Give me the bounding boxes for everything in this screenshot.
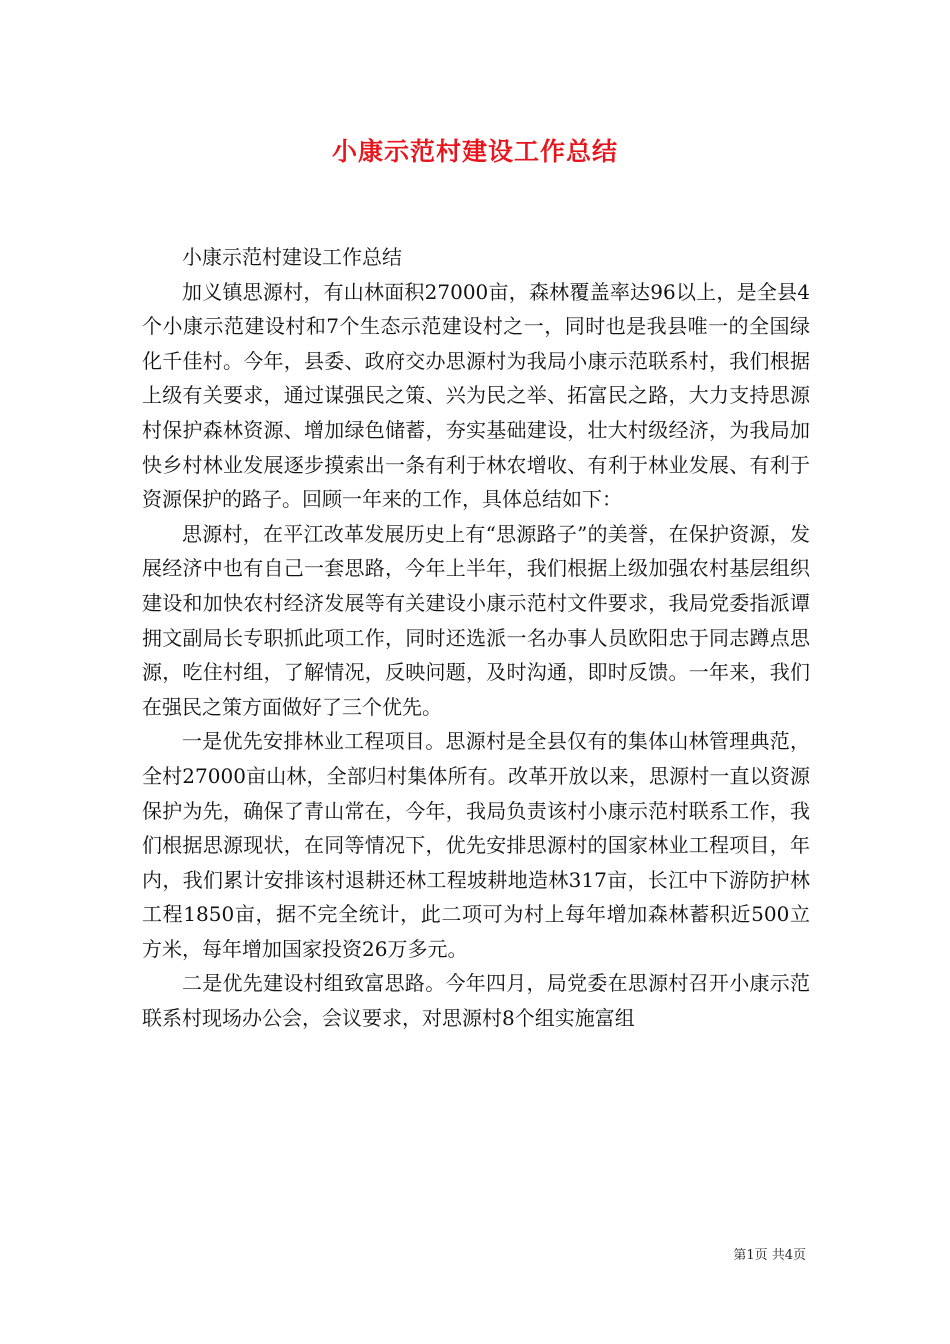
page-number-footer: 第1页 共4页 xyxy=(733,1248,806,1263)
paragraph-4: 二是优先建设村组致富思路。今年四月，局党委在思源村召开小康示范联系村现场办公会，会议要求，对思源村8个组实施富组 xyxy=(142,971,810,1031)
document-body xyxy=(142,240,810,1036)
document-title: 小康示范村建设工作总结 xyxy=(331,137,618,166)
document-subtitle: 小康示范村建设工作总结 xyxy=(182,245,402,269)
paragraph-1: 加义镇思源村，有山林面积27000亩，森林覆盖率达96以上，是全县4个小康示范建设村和7个生态示范建设村之一，同时也是我县唯一的全国绿化千佳村。今年，县委、政府交办思源村为我局小康示范联系村，我们根据上级有关要求，通过谋强民之策、兴为民之举、拓富民之路，大力支持思源村保护森林资源、增加绿色储蓄，夯实基础建设，壮大村级经济，为我局加快乡村林业发展逐步摸索出一条有利于林农增收、有利于林业发展、有利于资源保护的路子。回顾一年来的工作，具体总结如下： xyxy=(142,279,810,512)
paragraph-3: 一是优先安排林业工程项目。思源村是全县仅有的集体山林管理典范，全村27000亩山林，全部归村集体所有。改革开放以来，思源村一直以资源保护为先，确保了青山常在，今年，我局负责该村小康示范村联系工作，我们根据思源现状，在同等情况下，优先安排思源村的国家林业工程项目，年内，我们累计安排该村退耕还林工程坡耕地造林317亩，长江中下游防护林工程1850亩，据不完全统计，此二项可为村上每年增加森林蓄积近500立方米，每年增加国家投资26万多元。 xyxy=(142,729,810,961)
paragraph-2: 思源村，在平江改革发展历史上有“思源路子”的美誉，在保护资源，发展经济中也有自己一套思路，今年上半年，我们根据上级加强农村基层组织建设和加快农村经济发展等有关建设小康示范村文件要求，我局党委指派谭拥文副局长专职抓此项工作，同时还选派一名办事人员欧阳忠于同志蹲点思源，吃住村组，了解情况，反映问题，及时沟通，即时反馈。一年来，我们在强民之策方面做好了三个优先。 xyxy=(142,521,810,719)
